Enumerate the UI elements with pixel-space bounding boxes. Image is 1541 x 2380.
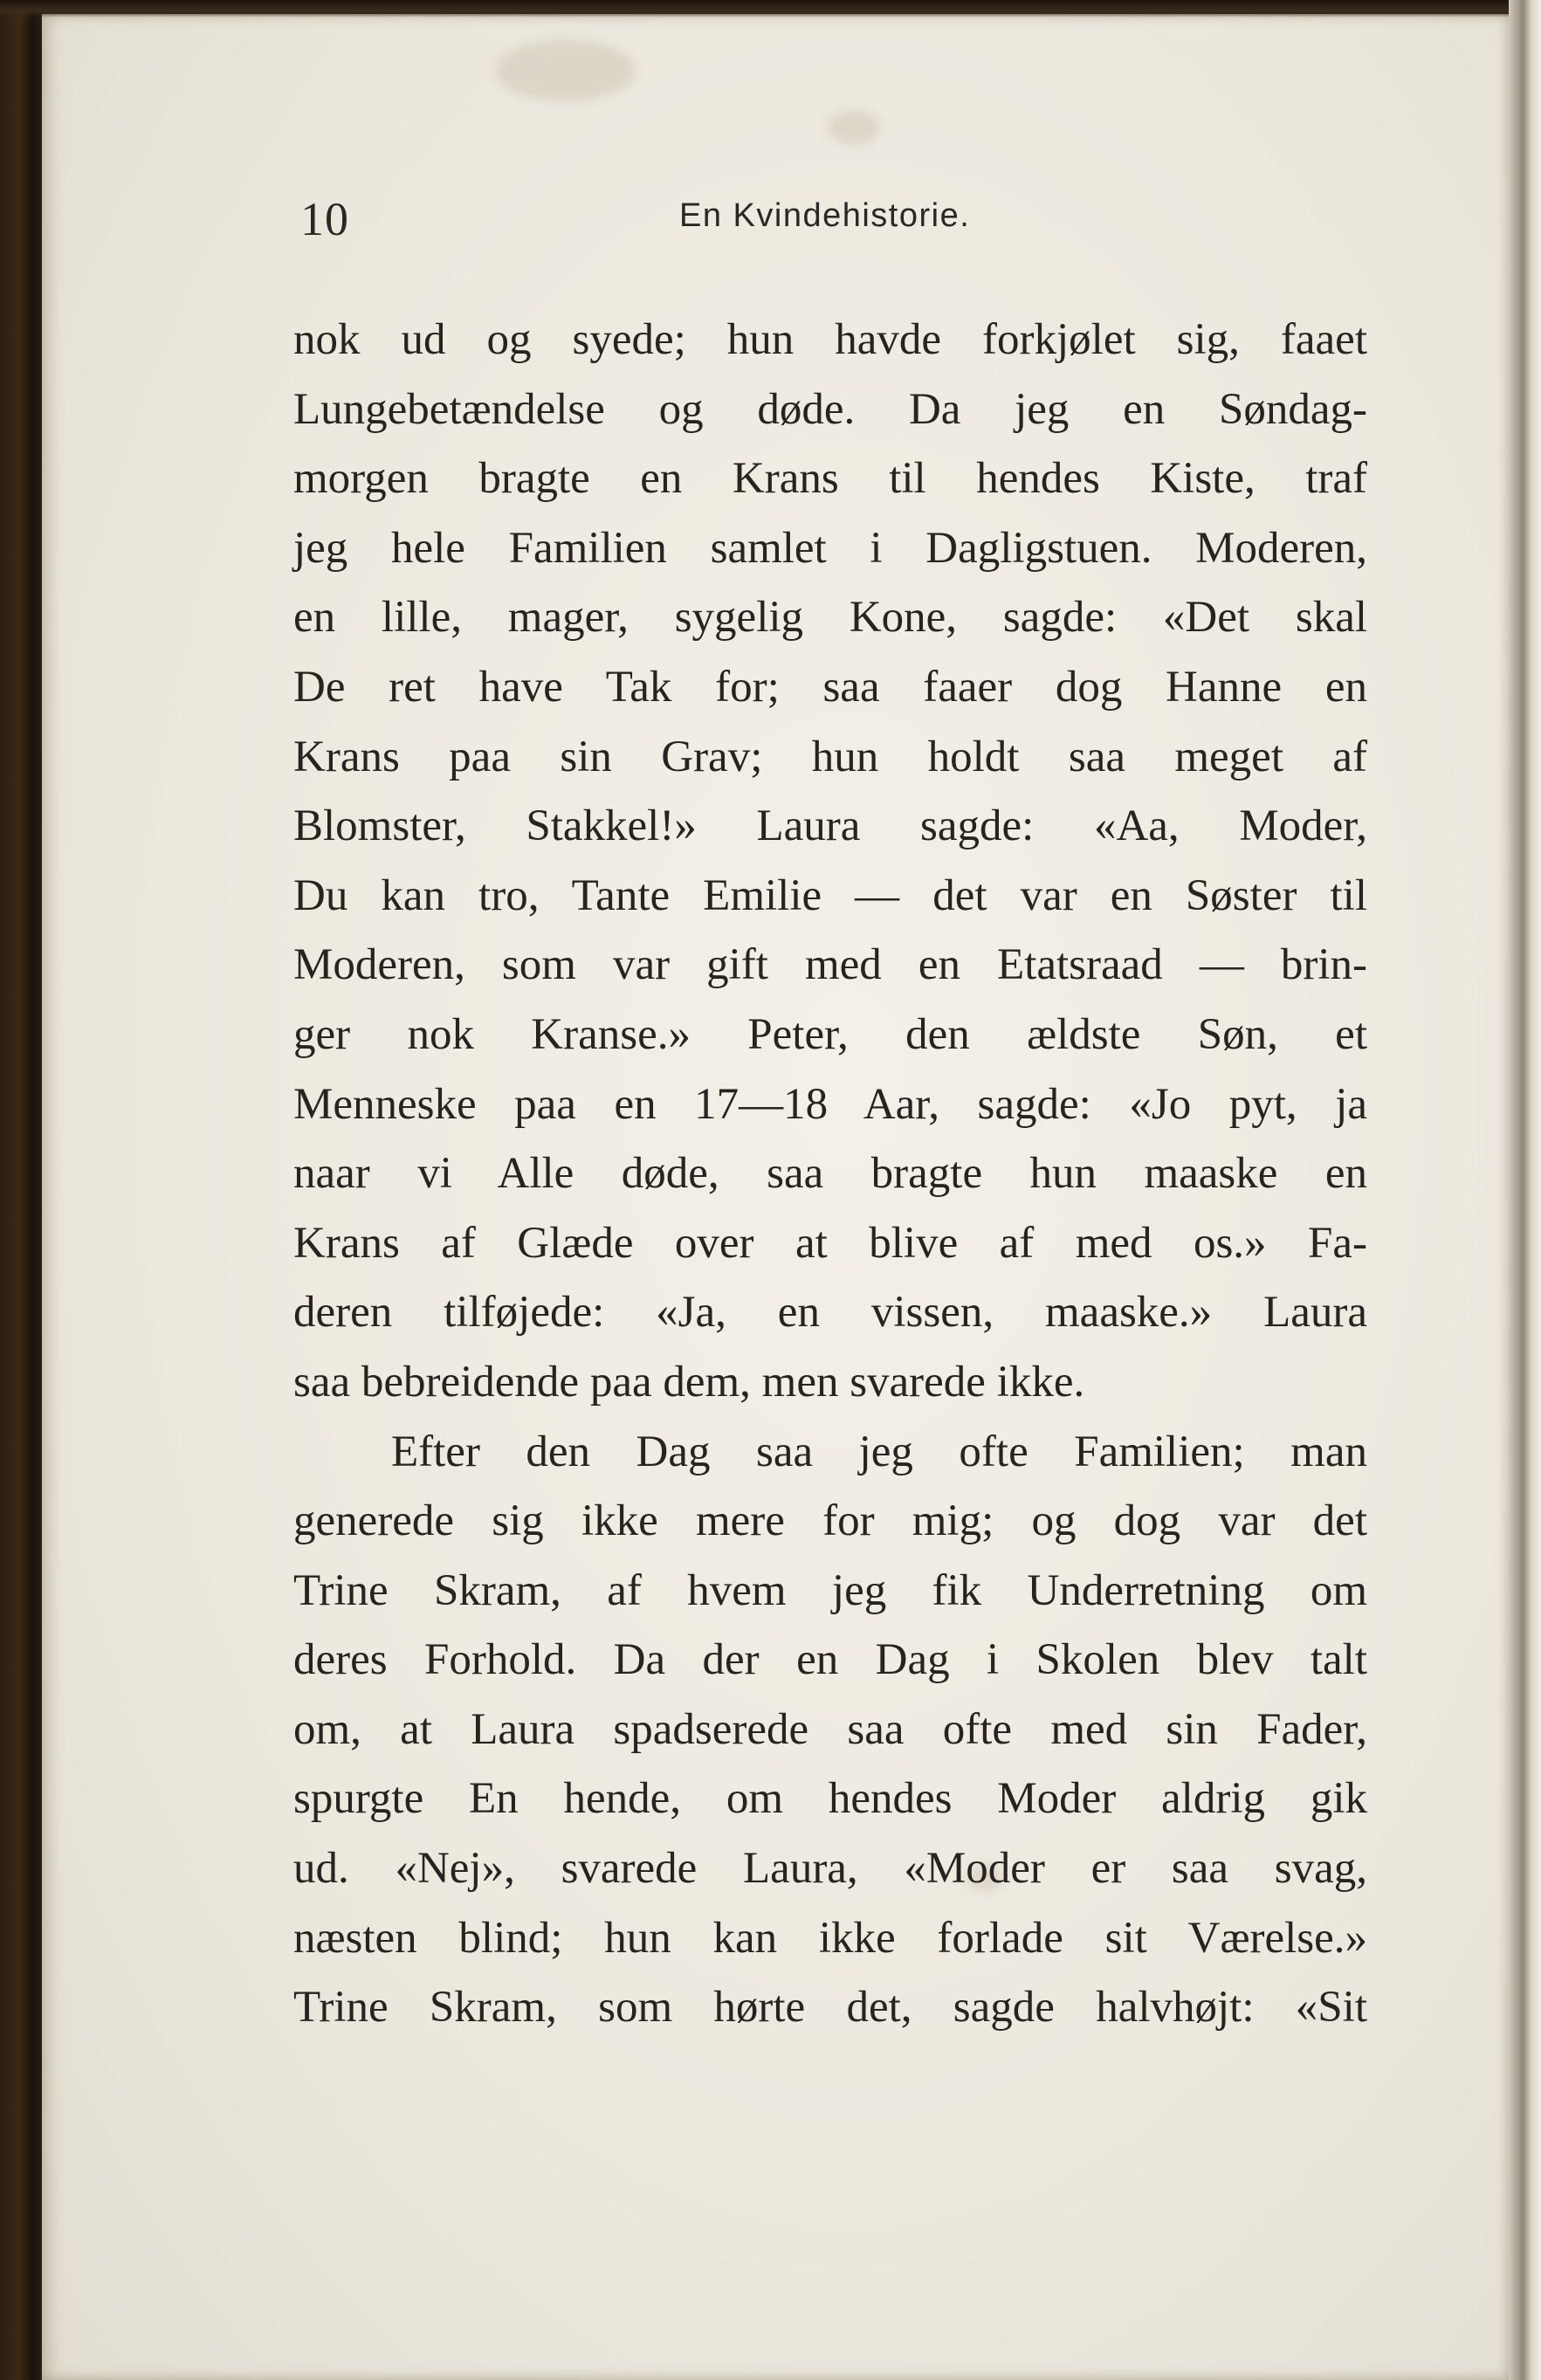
text-line: Trine Skram, som hørte det, sagde halvhøjt: «Sit [293, 1983, 1367, 2033]
page-number: 10 [300, 193, 349, 245]
text-line: ud. «Nej», svarede Laura, «Moder er saa svag, [293, 1844, 1367, 1894]
text-line: om, at Laura spadserede saa ofte med sin Fader, [293, 1704, 1367, 1754]
text-line: næsten blind; hun kan ikke forlade sit Værelse.» [293, 1913, 1367, 1963]
running-title: En Kvindehistorie. [679, 197, 971, 234]
text-line: Du kan tro, Tante Emilie — det var en Søster til [293, 870, 1367, 920]
text-line: naar vi Alle døde, saa bragte hun maaske en [293, 1149, 1367, 1199]
body-text [293, 306, 1367, 2043]
text-line: Lungebetændelse og døde. Da jeg en Søndag- [293, 384, 1367, 434]
text-line: Trine Skram, af hvem jeg fik Underretning om [293, 1565, 1367, 1615]
text-line: ger nok Kranse.» Peter, den ældste Søn, et [293, 1009, 1367, 1059]
page-header [262, 157, 1397, 262]
text-line: deren tilføjede: «Ja, en vissen, maaske.» Laura [293, 1288, 1367, 1338]
text-line: Blomster, Stakkel!» Laura sagde: «Aa, Moder, [293, 801, 1367, 851]
text-line: nok ud og syede; hun havde forkjølet sig, faaet [293, 315, 1367, 364]
text-line: Menneske paa en 17—18 Aar, sagde: «Jo pyt, ja [293, 1079, 1367, 1129]
text-line: jeg hele Familien samlet i Dagligstuen. Moderen, [293, 523, 1367, 573]
text-line: Efter den Dag saa jeg ofte Familien; man [391, 1427, 1367, 1476]
text-line: deres Forhold. Da der en Dag i Skolen blev talt [293, 1635, 1367, 1685]
paper-stain [496, 40, 636, 101]
text-line: saa bebreidende paa dem, men svarede ikke. [293, 1357, 1085, 1407]
text-line: generede sig ikke mere for mig; og dog var det [293, 1496, 1367, 1546]
text-line: Moderen, som var gift med en Etatsraad — brin- [293, 940, 1367, 990]
text-line: Krans af Glæde over at blive af med os.» Fa- [293, 1218, 1367, 1268]
page-fore-edge [1509, 0, 1541, 2380]
text-line: en lille, mager, sygelig Kone, sagde: «Det skal [293, 593, 1367, 643]
text-line: De ret have Tak for; saa faaer dog Hanne en [293, 662, 1367, 712]
paper-stain [828, 110, 880, 145]
page-top-edge [0, 0, 1541, 17]
text-line: Krans paa sin Grav; hun holdt saa meget af [293, 732, 1367, 781]
text-line: spurgte En hende, om hendes Moder aldrig gik [293, 1774, 1367, 1824]
text-line: morgen bragte en Krans til hendes Kiste, traf [293, 454, 1367, 504]
